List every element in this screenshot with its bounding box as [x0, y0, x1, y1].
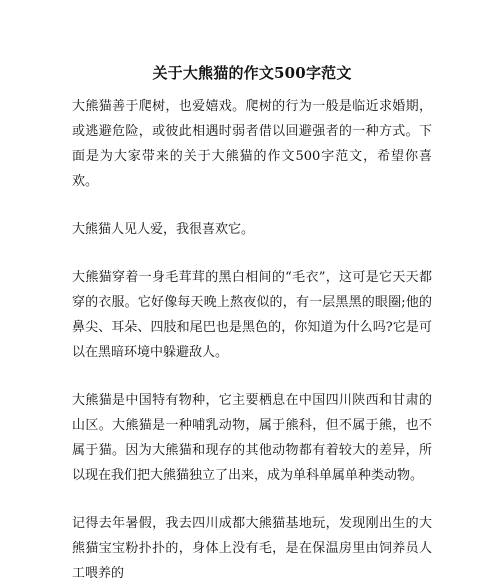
- paragraph-summer-visit: 记得去年暑假，我去四川成都大熊猫基地玩，发现刚出生的大熊猫宝宝粉扑扑的，身体上没有毛，是在保温房里由饲养员人工喂养的: [72, 516, 432, 581]
- paragraph-habitat: 大熊猫是中国特有物种，它主要栖息在中国四川陕西和甘肃的山区。大熊猫是一种哺乳动物，属于熊科，但不属于熊，也不属于猫。因为大熊猫和现存的其他动物都有着较大的差异，所以现在我们把大熊猫独立了出来，成为单科单属单种类动物。: [72, 393, 432, 483]
- paragraph-appearance: 大熊猫穿着一身毛茸茸的黑白相间的“毛衣”，这可是它天天都穿的衣服。它好像每天晚上熬夜似的，有一层黑黑的眼圈;他的鼻尖、耳朵、四肢和尾巴也是黑色的，你知道为什么吗?它是可以在黑暗环境中躲避敌人。: [72, 270, 432, 360]
- paragraph-like: 大熊猫人见人爱，我很喜欢它。: [72, 222, 255, 237]
- document-title: 关于大熊猫的作文500字范文: [152, 64, 352, 82]
- paragraph-intro: 大熊猫善于爬树，也爱嬉戏。爬树的行为一般是临近求婚期，或逃避危险，或彼此相遇时弱者借以回避强者的一种方式。下面是为大家带来的关于大熊猫的作文500字范文，希望你喜欢。: [72, 99, 432, 189]
